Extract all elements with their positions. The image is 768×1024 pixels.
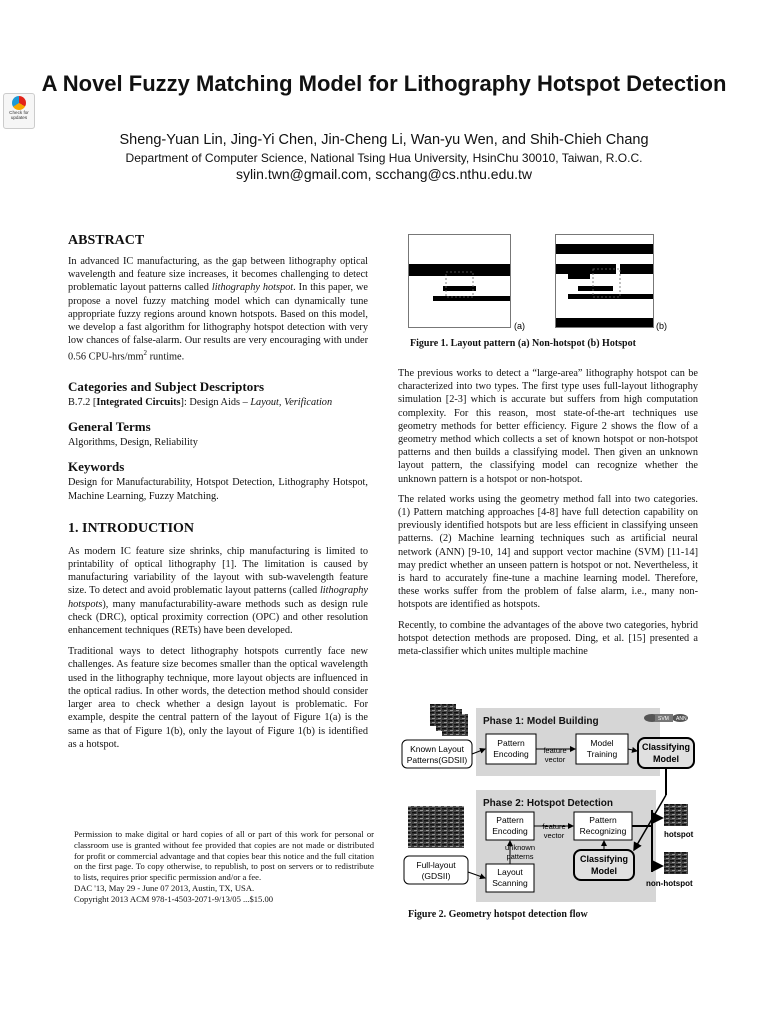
introduction-heading: 1. INTRODUCTION — [68, 520, 195, 536]
figure-2-caption: Figure 2. Geometry hotspot detection flow — [408, 909, 588, 920]
intro-paragraph-1: As modern IC feature size shrinks, chip manufacturing is limited to printability of optical lithography [1]. The limitation is caused by manufacturing variability of the layout with sub-wavelength feature size. To detect and avoid problematic layout patterns (called lithography hotspots), many manufacturability-aware methods such as design rule check (DRC), optical proximity correction (OPC) and other resolution enhancement techniques (RETs) have been developed. — [68, 545, 368, 637]
encoding-2-line2: Encoding — [492, 826, 528, 836]
nonhotspot-label: non-hotspot — [646, 879, 693, 888]
scanning-line1: Layout — [497, 867, 523, 877]
affiliation: Department of Computer Science, National Tsing Hua University, HsinChu 30010, Taiwan, R.O.C. — [125, 151, 643, 165]
training-line1: Model — [590, 738, 614, 748]
ann-label: ANN — [676, 716, 687, 722]
encoding-1-line1: Pattern — [497, 738, 525, 748]
known-layout-line1: Known Layout — [410, 744, 464, 754]
badge-line2: updates — [10, 115, 28, 120]
right-paragraph-3: Recently, to combine the advantages of the above two categories, hybrid hotspot detection methods are proposed. Ding, et al. [15] presented a meta-classifier which unites multiple machine — [398, 619, 698, 658]
recognizing-line2: Recognizing — [579, 826, 627, 836]
nonhotspot-thumbnail — [664, 852, 688, 874]
svm-label: SVM — [658, 716, 669, 722]
abstract-text: In advanced IC manufacturing, as the gap between lithography optical wavelength and feature size increases, it becomes challenging to detect problematic layout patterns called lithography hotspot. In this paper, we propose a novel fuzzy matching model which can dynamically tune appropriate fuzzy regions around known hotspots. Based on this model, we develop a fast algorithm for lithography hotspot detection with very low chances of false-alarm. Our results are very encouraging with under 0.56 CPU-$hrs/mm^2$ runtime. — [68, 256, 368, 363]
keywords-heading: Keywords — [68, 459, 125, 475]
layout-b-bar-1 — [556, 244, 653, 254]
right-paragraph-2: The related works using the geometry method fall into two categories. (1) Pattern matching approaches [4-8] have full detection capability on previously identified hotspots but are less efficient in classifying unseen patterns. (2) Machine learning techniques such as artificial neural network (ANN) [9-10, 14] and support vector machine (SVM) [11-14] may predict whether an unseen pattern is hotspot or not. Nevertheless, it is hard to accurately fine-tune a machine learning model. Therefore, these works suffer from the problem of false alarm, i.e., many non-hotspots are identified as hotspots. — [398, 493, 698, 611]
unknown-line1: unknown — [504, 843, 536, 852]
feature-vector-2-line1: feature — [542, 822, 566, 831]
fig1-label-b: (b) — [656, 321, 667, 331]
cm1-line1: Classifying — [641, 742, 691, 752]
general-terms-heading: General Terms — [68, 419, 151, 435]
training-line2: Training — [586, 749, 618, 759]
right-paragraph-1: The previous works to detect a “large-area” lithography hotspot can be characterized into two types. The first type uses full-layout lithography simulation [2-3] which is accurate but suffers from high computation complexity. For this reason, most state-of-the-art techniques use geometry methods for better efficiency. Figure 2 shows the flow of a geometry method which collects a set of known hotspot or non-hotspot patterns and then builds a classifying model. Then given an unknown layout pattern, the classifying model can recognize whether the unknown pattern is a hotspot or non-hotspot. — [398, 368, 698, 485]
figure-1-layouts — [408, 234, 670, 334]
layout-a-bar-2 — [443, 286, 476, 291]
left-column — [68, 233, 368, 751]
cm1-line2: Model — [653, 754, 679, 764]
layout-a-frame — [409, 235, 511, 328]
layout-b-bar-6 — [568, 294, 653, 299]
known-layout-line2: Patterns(GDSII) — [406, 755, 468, 765]
phase1-title: Phase 1: Model Building — [483, 716, 599, 727]
keywords-text: Design for Manufacturability, Hotspot Detection, Lithography Hotspot, Machine Learning, Fuzzy Matching. — [68, 477, 368, 502]
encoding-2-line1: Pattern — [496, 815, 524, 825]
encoding-1-line2: Encoding — [493, 749, 529, 759]
layout-b-bar-4 — [568, 274, 590, 279]
paper-title: A Novel Fuzzy Matching Model for Lithography Hotspot Detection — [41, 71, 727, 96]
feature-vector-2-line2: vector — [543, 831, 565, 840]
scanning-line2: Scanning — [492, 878, 528, 888]
abstract-heading: ABSTRACT — [68, 233, 145, 248]
author-list: Sheng-Yuan Lin, Jing-Yi Chen, Jin-Cheng Li, Wan-yu Wen, and Shih-Chieh Chang — [119, 132, 649, 148]
full-layout-image — [408, 806, 464, 848]
crossmark-icon — [12, 96, 26, 110]
permission-notice — [74, 829, 374, 905]
right-column — [398, 367, 698, 658]
copyright-line: Copyright 2013 ACM 978-1-4503-2071-9/13/05 ...$15.00 — [74, 893, 274, 904]
phase2-title: Phase 2: Hotspot Detection — [483, 798, 614, 809]
conference-line: DAC '13, May 29 - June 07 2013, Austin, TX, USA. — [74, 882, 255, 893]
layout-b-bar-3 — [620, 264, 653, 274]
hotspot-thumbnail — [664, 804, 688, 826]
cm2-line2: Model — [591, 866, 617, 876]
unknown-line2: patterns — [506, 852, 534, 861]
feature-vector-1-line1: feature — [543, 746, 567, 755]
permission-text: Permission to make digital or hard copies of all or part of this work for personal or classroom use is granted without fee provided that copies are not made or distributed for profit or commercial advantage and that copies bear this notice and the full citation on the first page. To copy otherwise, to republish, to post on servers or to redistribute to lists, requires prior specific permission and/or a fee. — [74, 829, 374, 883]
figure-2 — [400, 700, 700, 905]
layout-a-bar-1 — [409, 264, 510, 276]
categories-text: B.7.2 [Integrated Circuits]: Design Aids – Layout, Verification — [68, 397, 333, 409]
intro-paragraph-2: Traditional ways to detect lithography hotspots currently face new challenges. As feature size becomes smaller than the optical wavelength used in the lithography technique, more layout objects are influenced in the optical radius. In other words, the detection method should consider larger area to check whether a design layout is problematic. For example, despite the central pattern of the layout of Figure 1(a) is the same as that of Figure 1(b), only the layout of Figure 1(b) is identified as a hotspot. — [68, 646, 368, 750]
general-terms-text: Algorithms, Design, Reliability — [68, 437, 198, 449]
feature-vector-1-line2: vector — [544, 755, 566, 764]
full-layout-line2: (GDSII) — [421, 871, 451, 881]
figure-1-caption: Figure 1. Layout pattern (a) Non-hotspot (b) Hotspot — [410, 338, 636, 349]
known-tile-3 — [442, 714, 468, 736]
categories-heading: Categories and Subject Descriptors — [68, 379, 265, 395]
check-for-updates-badge[interactable] — [3, 93, 35, 129]
figure-2-flow — [400, 700, 700, 905]
figure-1 — [408, 234, 670, 334]
fig1-label-a: (a) — [514, 321, 525, 331]
recognizing-line1: Pattern — [589, 815, 617, 825]
layout-b-bar-7 — [556, 318, 653, 327]
author-emails: sylin.twn@gmail.com, scchang@cs.nthu.edu.tw — [235, 166, 533, 182]
layout-b-bar-5 — [578, 286, 613, 291]
badge-line1: Check for — [9, 110, 29, 115]
hotspot-label: hotspot — [664, 830, 694, 839]
full-layout-line1: Full-layout — [416, 860, 456, 870]
cm2-line1: Classifying — [579, 854, 629, 864]
